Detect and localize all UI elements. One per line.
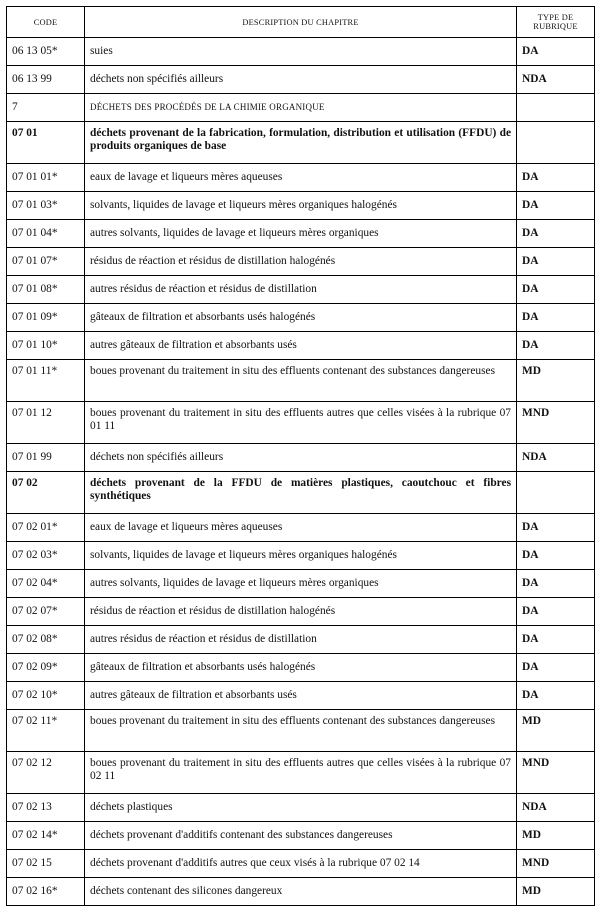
table-row	[7, 794, 595, 822]
type-cell: MD	[517, 822, 595, 850]
code-cell: 07 01 04*	[7, 220, 85, 248]
description-cell: déchets non spécifiés ailleurs	[85, 66, 517, 94]
type-cell: DA	[517, 164, 595, 192]
table-row	[7, 122, 595, 164]
table-row	[7, 66, 595, 94]
type-cell: DA	[517, 332, 595, 360]
type-cell: DA	[517, 626, 595, 654]
description-cell: boues provenant du traitement in situ des effluents contenant des substances dangereuses	[85, 360, 517, 402]
column-header-code: CODE	[7, 7, 85, 38]
description-cell: solvants, liquides de lavage et liqueurs mères organiques halogénés	[85, 192, 517, 220]
column-header-description: DESCRIPTION DU CHAPITRE	[85, 7, 517, 38]
description-cell: déchets plastiques	[85, 794, 517, 822]
code-cell: 07 01 11*	[7, 360, 85, 402]
type-cell: MND	[517, 752, 595, 794]
description-cell: résidus de réaction et résidus de distillation halogénés	[85, 598, 517, 626]
table-row	[7, 304, 595, 332]
table-row	[7, 752, 595, 794]
table-row	[7, 570, 595, 598]
table-row	[7, 542, 595, 570]
code-cell: 07 02 03*	[7, 542, 85, 570]
table-header-row	[7, 7, 595, 38]
code-cell: 07 02 16*	[7, 878, 85, 906]
description-cell: boues provenant du traitement in situ des effluents autres que celles visées à la rubrique 07 01 11	[85, 402, 517, 444]
description-cell: gâteaux de filtration et absorbants usés halogénés	[85, 654, 517, 682]
table-row	[7, 94, 595, 122]
table-row	[7, 248, 595, 276]
code-cell: 07 01 01*	[7, 164, 85, 192]
table-row	[7, 654, 595, 682]
code-cell: 07 02 10*	[7, 682, 85, 710]
code-cell: 07 02 01*	[7, 514, 85, 542]
type-cell	[517, 94, 595, 122]
table-row	[7, 878, 595, 906]
code-cell: 07 02 13	[7, 794, 85, 822]
type-cell: DA	[517, 192, 595, 220]
table-row	[7, 444, 595, 472]
table-row	[7, 514, 595, 542]
description-cell: résidus de réaction et résidus de distillation halogénés	[85, 248, 517, 276]
code-cell: 07 02 04*	[7, 570, 85, 598]
code-cell: 07 02 15	[7, 850, 85, 878]
code-cell: 07 01	[7, 122, 85, 164]
description-cell: autres solvants, liquides de lavage et liqueurs mères organiques	[85, 220, 517, 248]
code-cell: 07 01 07*	[7, 248, 85, 276]
waste-codes-table	[6, 6, 595, 906]
description-cell: déchets provenant de la fabrication, formulation, distribution et utilisation (FFDU) de produits organiques de base	[85, 122, 517, 164]
table-row	[7, 192, 595, 220]
description-cell: eaux de lavage et liqueurs mères aqueuses	[85, 514, 517, 542]
type-cell: DA	[517, 598, 595, 626]
description-cell: autres gâteaux de filtration et absorbants usés	[85, 332, 517, 360]
table-row	[7, 850, 595, 878]
type-cell: DA	[517, 276, 595, 304]
table-row	[7, 332, 595, 360]
type-cell: DA	[517, 682, 595, 710]
table-row	[7, 472, 595, 514]
type-cell: MD	[517, 710, 595, 752]
description-cell: autres résidus de réaction et résidus de distillation	[85, 626, 517, 654]
code-cell: 07 02 08*	[7, 626, 85, 654]
type-cell: DA	[517, 542, 595, 570]
code-cell: 7	[7, 94, 85, 122]
description-cell: déchets contenant des silicones dangereux	[85, 878, 517, 906]
description-cell: boues provenant du traitement in situ des effluents autres que celles visées à la rubrique 07 02 11	[85, 752, 517, 794]
description-cell: suies	[85, 38, 517, 66]
table-row	[7, 626, 595, 654]
table-row	[7, 710, 595, 752]
description-cell: autres gâteaux de filtration et absorbants usés	[85, 682, 517, 710]
table-row	[7, 220, 595, 248]
type-cell: DA	[517, 514, 595, 542]
code-cell: 07 02 12	[7, 752, 85, 794]
table-row	[7, 598, 595, 626]
table-row	[7, 38, 595, 66]
code-cell: 07 02 07*	[7, 598, 85, 626]
table-row	[7, 682, 595, 710]
code-cell: 07 02 09*	[7, 654, 85, 682]
type-cell: DA	[517, 654, 595, 682]
document-page	[6, 6, 594, 906]
table-row	[7, 822, 595, 850]
type-cell	[517, 472, 595, 514]
code-cell: 07 02 11*	[7, 710, 85, 752]
type-cell: NDA	[517, 444, 595, 472]
code-cell: 07 02	[7, 472, 85, 514]
code-cell: 07 01 99	[7, 444, 85, 472]
type-cell: NDA	[517, 66, 595, 94]
description-cell: autres solvants, liquides de lavage et liqueurs mères organiques	[85, 570, 517, 598]
code-cell: 07 02 14*	[7, 822, 85, 850]
description-cell: DÉCHETS DES PROCÉDÉS DE LA CHIMIE ORGANIQUE	[85, 94, 517, 122]
code-cell: 07 01 10*	[7, 332, 85, 360]
table-row	[7, 164, 595, 192]
description-cell: déchets provenant de la FFDU de matières plastiques, caoutchouc et fibres synthétiques	[85, 472, 517, 514]
type-cell: DA	[517, 248, 595, 276]
type-cell: MD	[517, 360, 595, 402]
table-row	[7, 276, 595, 304]
description-cell: gâteaux de filtration et absorbants usés halogénés	[85, 304, 517, 332]
code-cell: 07 01 08*	[7, 276, 85, 304]
type-cell: MND	[517, 850, 595, 878]
type-cell: MND	[517, 402, 595, 444]
description-cell: déchets provenant d'additifs contenant des substances dangereuses	[85, 822, 517, 850]
code-cell: 07 01 12	[7, 402, 85, 444]
table-row	[7, 360, 595, 402]
type-cell: DA	[517, 304, 595, 332]
type-cell: DA	[517, 38, 595, 66]
description-cell: solvants, liquides de lavage et liqueurs mères organiques halogénés	[85, 542, 517, 570]
type-cell: DA	[517, 570, 595, 598]
description-cell: déchets provenant d'additifs autres que ceux visés à la rubrique 07 02 14	[85, 850, 517, 878]
type-cell	[517, 122, 595, 164]
column-header-type-line2: RUBRIQUE	[533, 22, 578, 31]
type-cell: NDA	[517, 794, 595, 822]
code-cell: 07 01 03*	[7, 192, 85, 220]
description-cell: autres résidus de réaction et résidus de distillation	[85, 276, 517, 304]
type-cell: DA	[517, 220, 595, 248]
type-cell: MD	[517, 878, 595, 906]
table-row	[7, 402, 595, 444]
description-cell: boues provenant du traitement in situ des effluents contenant des substances dangereuses	[85, 710, 517, 752]
code-cell: 06 13 99	[7, 66, 85, 94]
description-cell: déchets non spécifiés ailleurs	[85, 444, 517, 472]
column-header-type	[517, 7, 595, 38]
column-header-type-line1: TYPE DE	[537, 13, 574, 22]
description-cell: eaux de lavage et liqueurs mères aqueuses	[85, 164, 517, 192]
code-cell: 06 13 05*	[7, 38, 85, 66]
code-cell: 07 01 09*	[7, 304, 85, 332]
